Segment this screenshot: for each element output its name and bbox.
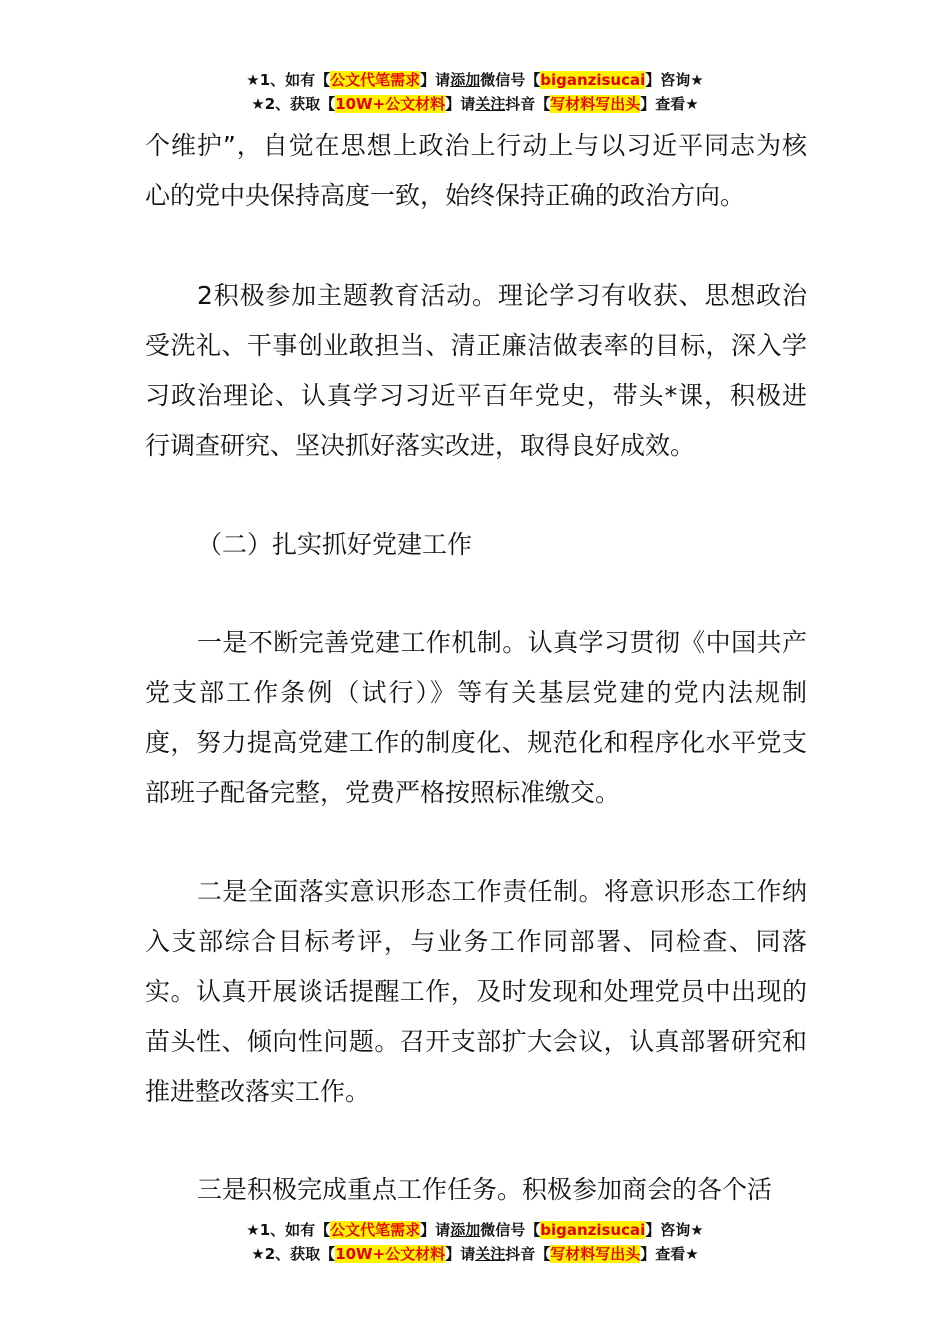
highlight-materials: 10W+公文材料 bbox=[335, 95, 446, 113]
highlight-douyin-id: 写材料写出头 bbox=[550, 95, 641, 113]
footer-banner bbox=[0, 1218, 950, 1266]
banner-line-2: ★2、获取【10W+公文材料】请关注抖音【写材料写出头】查看★ bbox=[251, 95, 699, 113]
highlight-materials: 10W+公文材料 bbox=[335, 1245, 446, 1263]
paragraph-5: 三是积极完成重点工作任务。积极参加商会的各个活 bbox=[197, 1175, 773, 1204]
banner-line-1: ★1、如有【公文代笔需求】请添加微信号【biganzisucai】咨询★ bbox=[246, 71, 704, 89]
banner-line-2: ★2、获取【10W+公文材料】请关注抖音【写材料写出头】查看★ bbox=[251, 1245, 699, 1263]
highlight-wechat-id: biganzisucai bbox=[540, 71, 646, 89]
banner-line-1: ★1、如有【公文代笔需求】请添加微信号【biganzisucai】咨询★ bbox=[246, 1221, 704, 1239]
paragraph-1: 个维护”，自觉在思想上政治上行动上与以习近平同志为核心的党中央保持高度一致，始终保持正确的政治方向。 bbox=[145, 131, 807, 210]
section-heading: （二）扎实抓好党建工作 bbox=[197, 530, 473, 559]
paragraph-2: 2积极参加主题教育活动。理论学习有收获、思想政治受洗礼、干事创业敢担当、清正廉洁做表率的目标，深入学习政治理论、认真学习习近平百年党史，带头*课，积极进行调查研究、坚决抓好落实改进，取得良好成效。 bbox=[145, 281, 807, 460]
paragraph-3: 一是不断完善党建工作机制。认真学习贯彻《中国共产党支部工作条例（试行）》等有关基层党建的党内法规制度，努力提高党建工作的制度化、规范化和程序化水平党支部班子配备完整，党费严格按照标准缴交。 bbox=[145, 628, 807, 807]
header-banner bbox=[0, 68, 950, 116]
highlight-wechat-id: biganzisucai bbox=[540, 1221, 646, 1239]
highlight-douyin-id: 写材料写出头 bbox=[550, 1245, 641, 1263]
highlight-service: 公文代笔需求 bbox=[330, 71, 421, 89]
highlight-service: 公文代笔需求 bbox=[330, 1221, 421, 1239]
paragraph-4: 二是全面落实意识形态工作责任制。将意识形态工作纳入支部综合目标考评，与业务工作同部署、同检查、同落实。认真开展谈话提醒工作，及时发现和处理党员中出现的苗头性、倾向性问题。召开支部扩大会议，认真部署研究和推进整改落实工作。 bbox=[145, 877, 807, 1106]
